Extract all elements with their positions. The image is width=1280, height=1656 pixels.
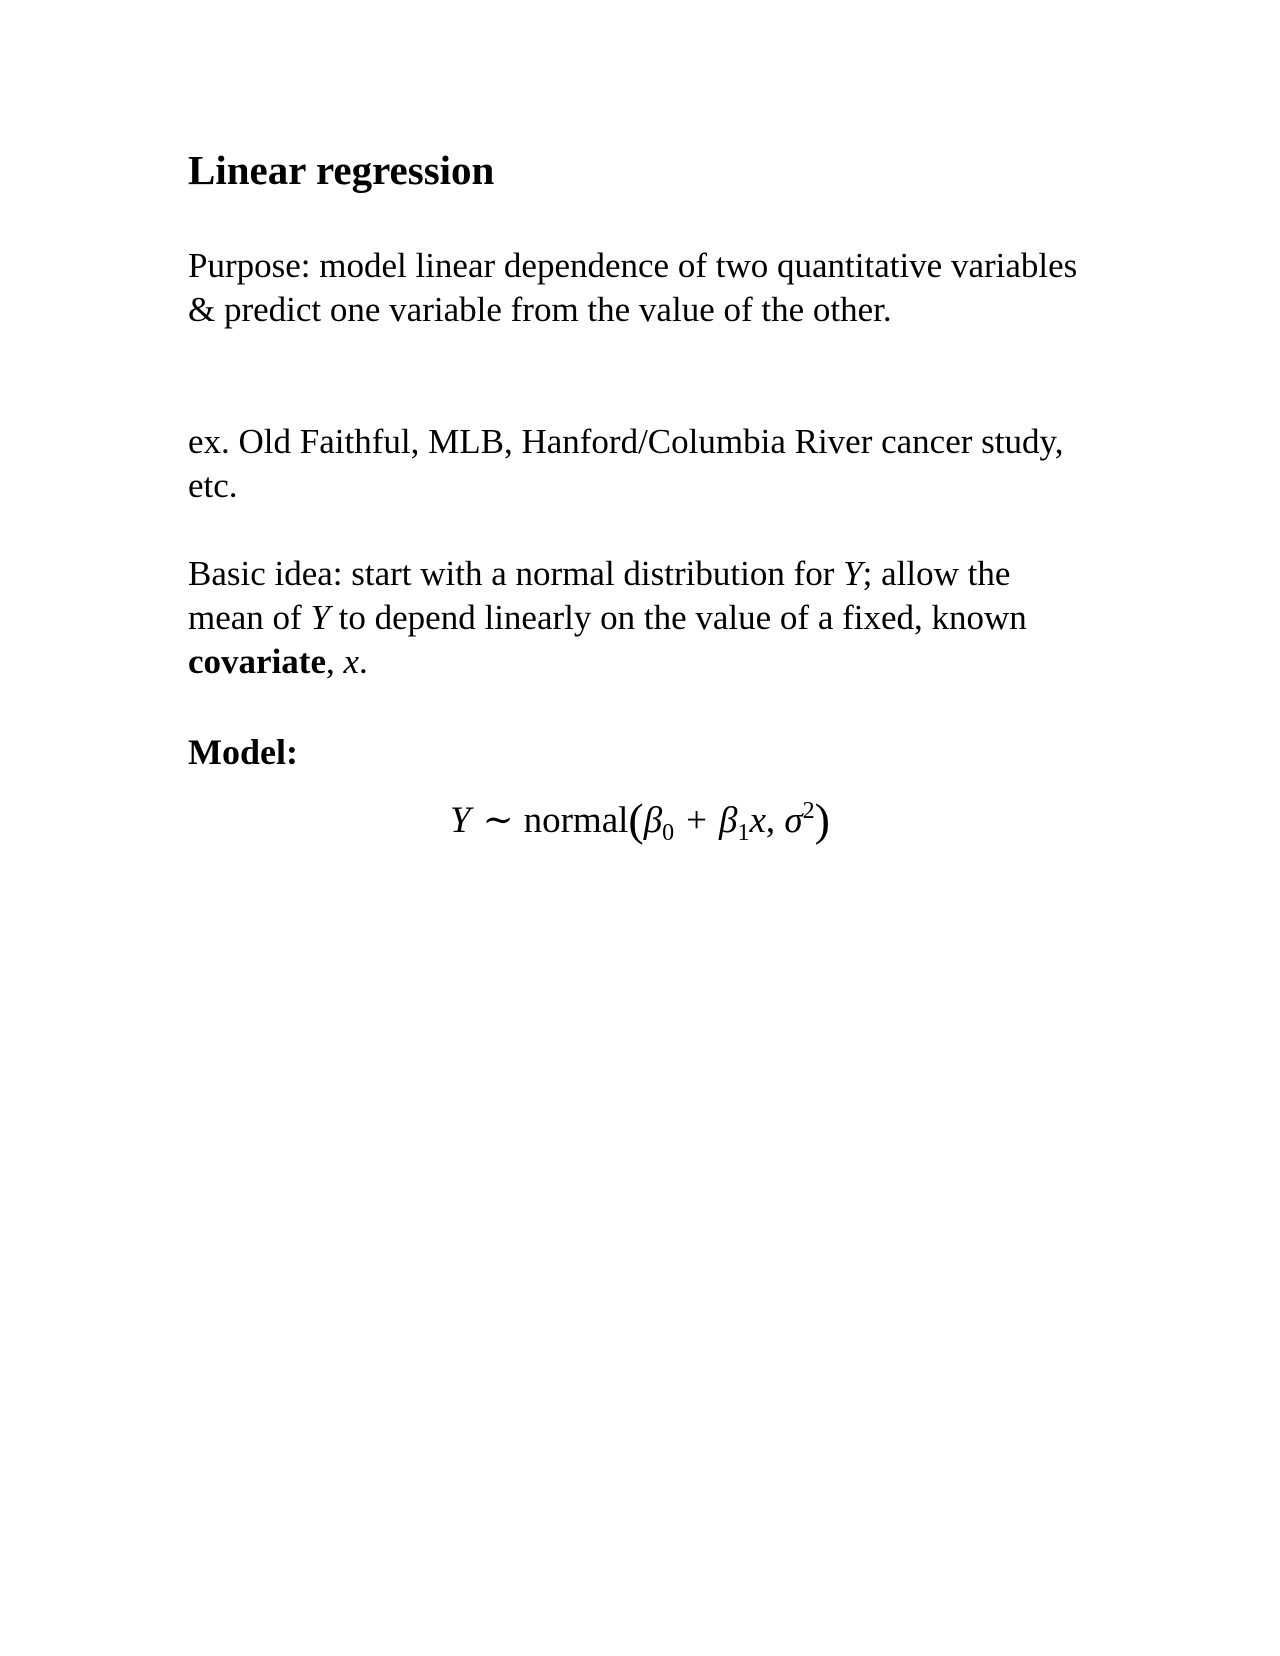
- model-equation: [0, 795, 1280, 846]
- beta-symbol: β: [643, 800, 663, 841]
- subscript-one: 1: [737, 820, 750, 846]
- superscript-two: 2: [802, 798, 815, 824]
- equation-x: x: [749, 800, 766, 841]
- variable-y: Y: [843, 554, 863, 593]
- distribution-name: normal: [523, 800, 629, 841]
- comma: ,: [765, 800, 776, 841]
- basic-idea-text-5: .: [359, 642, 368, 681]
- purpose-paragraph: Purpose: model linear dependence of two quantitative variables & predict one variable from the value of the other.: [188, 246, 1078, 329]
- distributed-as-symbol: ∼: [482, 800, 514, 841]
- equation-lhs: Y: [450, 800, 471, 841]
- beta-symbol: β: [719, 800, 738, 841]
- plus-operator: +: [686, 800, 708, 841]
- basic-idea-text-1: Basic idea: start with a normal distribution for: [188, 554, 844, 593]
- close-paren: ): [814, 794, 830, 845]
- variable-y: Y: [310, 598, 330, 637]
- basic-idea-paragraph: [188, 552, 1088, 684]
- variable-x: x: [343, 642, 360, 681]
- open-paren: (: [628, 794, 644, 845]
- model-heading: Model:: [188, 732, 298, 772]
- basic-idea-text-3: to depend linearly on the value of a fixed, known: [329, 598, 1027, 637]
- subscript-zero: 0: [662, 820, 675, 846]
- sigma-symbol: σ: [784, 800, 803, 841]
- basic-idea-text-2: ; allow the mean of: [188, 554, 1011, 637]
- covariate-term: covariate: [188, 642, 326, 681]
- basic-idea-text-4: ,: [325, 642, 344, 681]
- page-title: Linear regression: [188, 147, 495, 193]
- examples-paragraph: ex. Old Faithful, MLB, Hanford/Columbia River cancer study, etc.: [188, 422, 1064, 505]
